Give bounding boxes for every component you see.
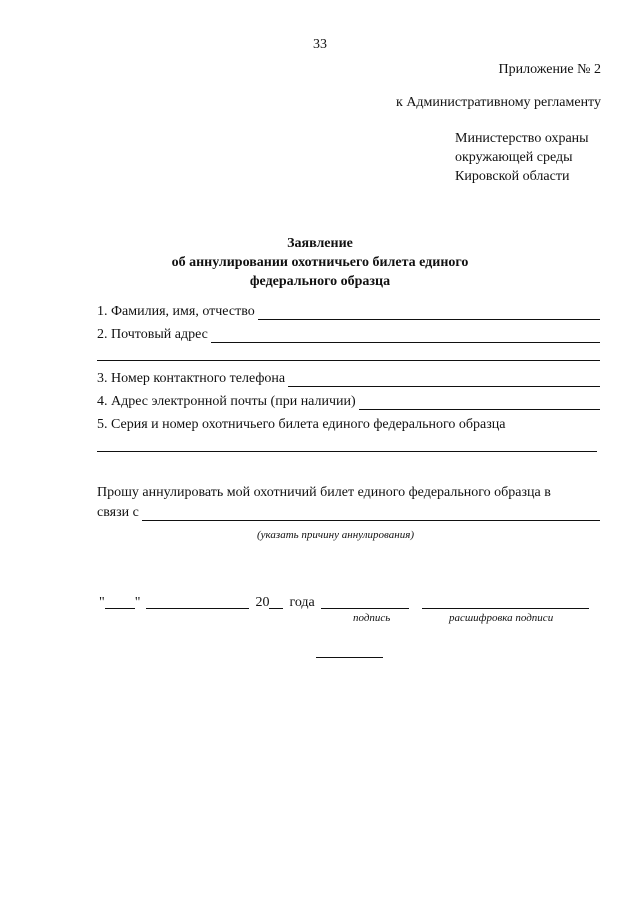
reason-label: связи с	[97, 505, 139, 520]
fio-blank-line[interactable]	[258, 307, 600, 320]
signature-hint: подпись	[353, 612, 391, 624]
reason-blank-line[interactable]	[142, 508, 600, 521]
title-line: об аннулировании охотничьего билета единого	[171, 255, 469, 270]
address-label: 2. Почтовый адрес	[97, 327, 208, 342]
regulation-label: к Административному регламенту	[396, 95, 601, 110]
request-text: Прошу аннулировать мой охотничий билет единого федерального образца в	[97, 485, 551, 500]
signature-date-row	[99, 595, 589, 611]
phone-blank-line[interactable]	[288, 374, 600, 387]
address-blank-line[interactable]	[211, 330, 600, 343]
signature-decode-blank-line[interactable]	[422, 608, 589, 609]
signature-blank-line[interactable]	[321, 608, 409, 609]
email-blank-line[interactable]	[359, 397, 600, 410]
quote-close: "	[134, 595, 141, 610]
signature-decode-hint: расшифровка подписи	[449, 612, 554, 624]
page-number: 33	[313, 37, 327, 52]
quote-open: "	[99, 595, 105, 610]
addressee-line: окружающей среды	[455, 150, 573, 165]
title-line: федерального образца	[249, 274, 391, 289]
appendix-label: Приложение № 2	[498, 62, 601, 77]
email-label: 4. Адрес электронной почты (при наличии)	[97, 394, 356, 409]
addressee-line: Кировской области	[455, 169, 570, 184]
document-title	[0, 234, 640, 291]
fio-field[interactable]	[97, 304, 600, 320]
phone-label: 3. Номер контактного телефона	[97, 371, 286, 386]
addressee-block	[455, 129, 589, 186]
email-field[interactable]	[97, 394, 600, 410]
address-field[interactable]	[97, 327, 600, 343]
ticket-label: 5. Серия и номер охотничьего билета единого федерального образца	[97, 417, 506, 432]
reason-hint: (указать причину аннулирования)	[257, 529, 414, 541]
end-separator-line	[316, 657, 383, 658]
month-blank-line[interactable]	[146, 608, 249, 609]
title-line: Заявление	[287, 236, 353, 251]
day-blank-line[interactable]	[105, 608, 135, 609]
address-blank-line-2[interactable]	[97, 360, 600, 361]
year-suffix: года	[289, 595, 315, 610]
addressee-line: Министерство охраны	[455, 131, 589, 146]
year-blank-line[interactable]	[269, 608, 283, 609]
phone-field[interactable]	[97, 371, 600, 387]
ticket-blank-line[interactable]	[97, 451, 597, 452]
fio-label: 1. Фамилия, имя, отчество	[97, 304, 255, 319]
reason-field[interactable]	[97, 505, 600, 521]
year-prefix: 20	[255, 595, 270, 610]
